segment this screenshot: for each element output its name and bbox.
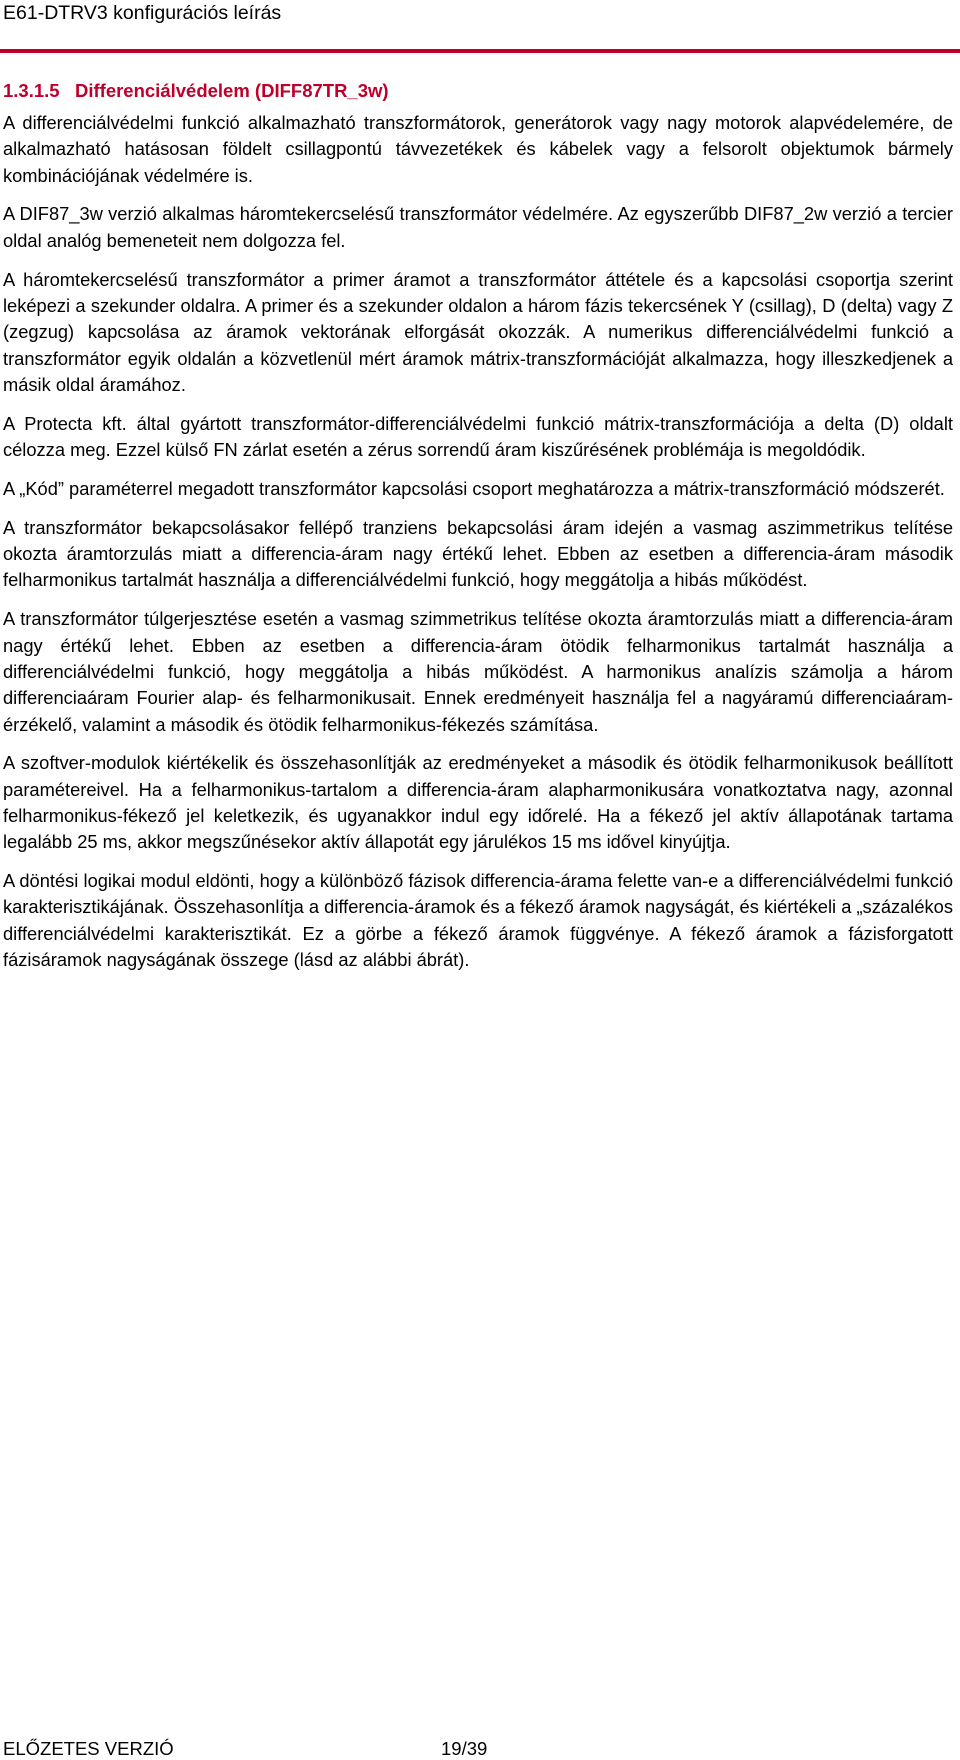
paragraph-7: A transzformátor túlgerjesztése esetén a vasmag szimmetrikus telítése okozta áramtorzulás miatt a differencia-áram nagy értékű lehet. Ebben az esetben a differencia-áram ötödik felharmonikus tartalmát használja a differenciálvédelmi funkció, hogy meggátolja a hibás működést. A harmonikus analízis számolja a három differenciaáram Fourier alap- és felharmonikusait. Ennek eredményeit használja fel a nagyáramú differenciaáram-érzékelő, valamint a második és ötödik felharmonikus-fékezés számítása. xyxy=(3,608,953,735)
page-number: 19/39 xyxy=(441,1738,488,1759)
document-header-title: E61-DTRV3 konfigurációs leírás xyxy=(3,2,282,24)
paragraph-9: A döntési logikai modul eldönti, hogy a különböző fázisok differencia-árama felette van-e a differenciálvédelmi funkció karakterisztikájának. Összehasonlítja a differencia-áramok és a fékező áramok nagyságát, és kiértékeli a „százalékos differenciálvédelmi karakterisztikát. Ez a görbe a fékező áramok függvénye. A fékező áramok a fázisforgatott fázisáramok nagyságának összege (lásd az alábbi ábrát). xyxy=(3,870,953,971)
paragraph-1: A differenciálvédelmi funkció alkalmazható transzformátorok, generátorok vagy nagy motorok alapvédelemére, de alkalmazható hatásosan földelt csillagpontú távvezetékek és kábelek vagy a felsorolt objektumok bármely kombinációjának védelmére is. xyxy=(3,112,953,186)
paragraph-4: A Protecta kft. által gyártott transzformátor-differenciálvédelmi funkció mátrix-transzformációja a delta (D) oldalt célozza meg. Ezzel külső FN zárlat esetén a zérus sorrendű áram kiszűrésének problémája is megoldódik. xyxy=(3,412,953,461)
paragraph-8: A szoftver-modulok kiértékelik és összehasonlítják az eredményeket a második és ötödik felharmonikusok beállított paramétereivel. Ha a felharmonikus-tartalom a differencia-áram alapharmonikusára vonatkoztatva nagy, azonnal felharmonikus-fékező jel keletkezik, és ugyanakkor indul egy időrelé. Ha a fékező jel aktív állapotának tartama legalább 25 ms, akkor megszűnésekor aktív állapotát egy járulékos 15 ms idővel kinyújtja. xyxy=(3,752,953,853)
section-heading: 1.3.1.5 Differenciálvédelem (DIFF87TR_3w) xyxy=(3,80,389,101)
header-divider xyxy=(0,49,960,53)
paragraph-2: A DIF87_3w verzió alkalmas háromtekercselésű transzformátor védelmére. Az egyszerűbb DIF87_2w verzió a tercier oldal analóg bemeneteit nem dolgozza fel. xyxy=(3,203,953,251)
paragraph-5: A „Kód” paraméterrel megadott transzformátor kapcsolási csoport meghatározza a mátrix-transzformáció módszerét. xyxy=(3,477,945,499)
version-status: ELŐZETES VERZIÓ xyxy=(3,1738,174,1759)
paragraph-6: A transzformátor bekapcsolásakor fellépő tranziens bekapcsolási áram idején a vasmag aszimmetrikus telítése okozta áramtorzulás miatt a differencia-áram nagy értékű lehet. Ebben az esetben a differencia-áram második felharmonikus tartalmát használja a differenciálvédelmi funkció, hogy meggátolja a hibás működést. xyxy=(3,516,953,591)
paragraph-3: A háromtekercselésű transzformátor a primer áramot a transzformátor áttétele és a kapcsolási csoportja szerint leképezi a szekunder oldalra. A primer és a szekunder oldalon a három fázis tekercsének Y (csillag), D (delta) vagy Z (zegzug) kapcsolása az áramok vektorának elforgását okozzák. A numerikus differenciálvédelmi funkció a transzformátor egyik oldalán a közvetlenül mért áramok mátrix-transzformációját alkalmazza, hogy illeszkedjenek a másik oldal áramához. xyxy=(3,268,953,395)
section-body xyxy=(3,110,953,986)
